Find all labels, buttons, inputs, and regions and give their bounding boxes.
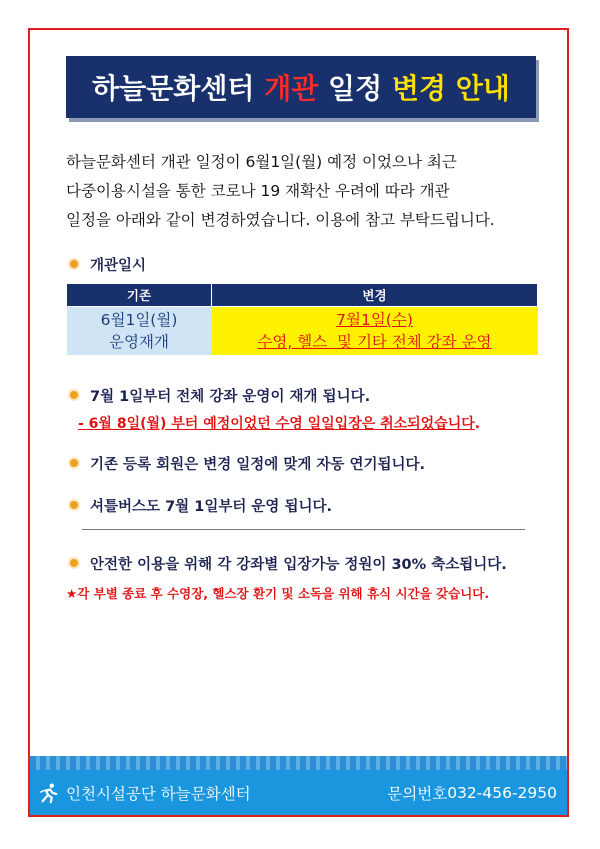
bullet-capacity-text: 안전한 이용을 위해 각 강좌별 입장가능 정원이 30% 축소됩니다. — [90, 557, 507, 573]
swim-cancel-notice — [78, 413, 480, 433]
ventilation-notice: ★각 부별 종료 후 수영장, 헬스장 환기 및 소독을 위해 휴식 시간을 갖습니다. — [66, 586, 490, 601]
bullet-capacity — [70, 553, 507, 574]
footer-org — [38, 770, 251, 815]
old-schedule-date: 6월1일(월) — [100, 311, 178, 329]
old-schedule-cell — [67, 307, 212, 356]
schedule-heading-label: 개관일시 — [90, 258, 147, 274]
bullet-dot-icon — [70, 559, 78, 567]
bullet-resume-text: 7월 1일부터 전체 강좌 운영이 재개 됩니다. — [90, 389, 371, 405]
title-part-change-notice: 변경 안내 — [391, 72, 510, 105]
bullet-dot-icon — [70, 459, 78, 467]
bullet-shuttle-text: 셔틀버스도 7월 1일부터 운영 됩니다. — [90, 499, 332, 515]
bullet-dot-icon — [70, 391, 78, 399]
bullet-dot-icon — [70, 501, 78, 509]
page-title — [66, 56, 536, 118]
bullet-members — [70, 453, 425, 474]
schedule-table — [66, 283, 538, 355]
swim-cancel-period: . — [474, 416, 481, 432]
column-header-old: 기존 — [67, 284, 212, 307]
section-divider — [82, 529, 525, 530]
bullet-resume — [70, 385, 370, 406]
footer-bar — [30, 770, 567, 815]
swim-cancel-text: - 6월 8일(월) 부터 예정이었던 수영 일일입장은 취소되었습니다 — [78, 416, 475, 432]
footer-stripe — [30, 756, 567, 770]
intro-line-3: 일정을 아래와 같이 변경하였습니다. 이용에 참고 부탁드립니다. — [66, 211, 495, 229]
bullet-dot-icon — [70, 260, 78, 268]
phone-number: 032-456-2950 — [447, 783, 557, 802]
title-part-center-name: 하늘문화센터 — [92, 72, 265, 105]
runner-logo-icon — [38, 782, 60, 804]
intro-line-1: 하늘문화센터 개관 일정이 6월1일(월) 예정 이었으나 최근 — [66, 153, 457, 171]
intro-paragraph — [66, 148, 561, 235]
bullet-members-text: 기존 등록 회원은 변경 일정에 맞게 자동 연기됩니다. — [90, 457, 425, 473]
column-header-new: 변경 — [212, 284, 538, 307]
new-schedule-date: 7월1일(수) — [336, 311, 413, 329]
title-part-opening: 개관 — [264, 72, 319, 105]
schedule-heading — [70, 254, 146, 275]
table-row — [67, 307, 538, 356]
footer-contact — [387, 770, 557, 815]
old-schedule-desc: 운영재개 — [109, 333, 169, 351]
footer-org-name: 인천시설공단 하늘문화센터 — [66, 784, 251, 803]
title-part-schedule: 일정 — [318, 72, 392, 105]
bullet-shuttle — [70, 495, 332, 516]
intro-line-2: 다중이용시설을 통한 코로나 19 재확산 우려에 따라 개관 — [66, 182, 450, 200]
table-header-row — [67, 284, 538, 307]
new-schedule-cell — [212, 307, 538, 356]
new-schedule-desc: 수영, 헬스 및 기타 전체 강좌 운영 — [257, 333, 492, 351]
phone-label: 문의번호 — [387, 784, 448, 803]
